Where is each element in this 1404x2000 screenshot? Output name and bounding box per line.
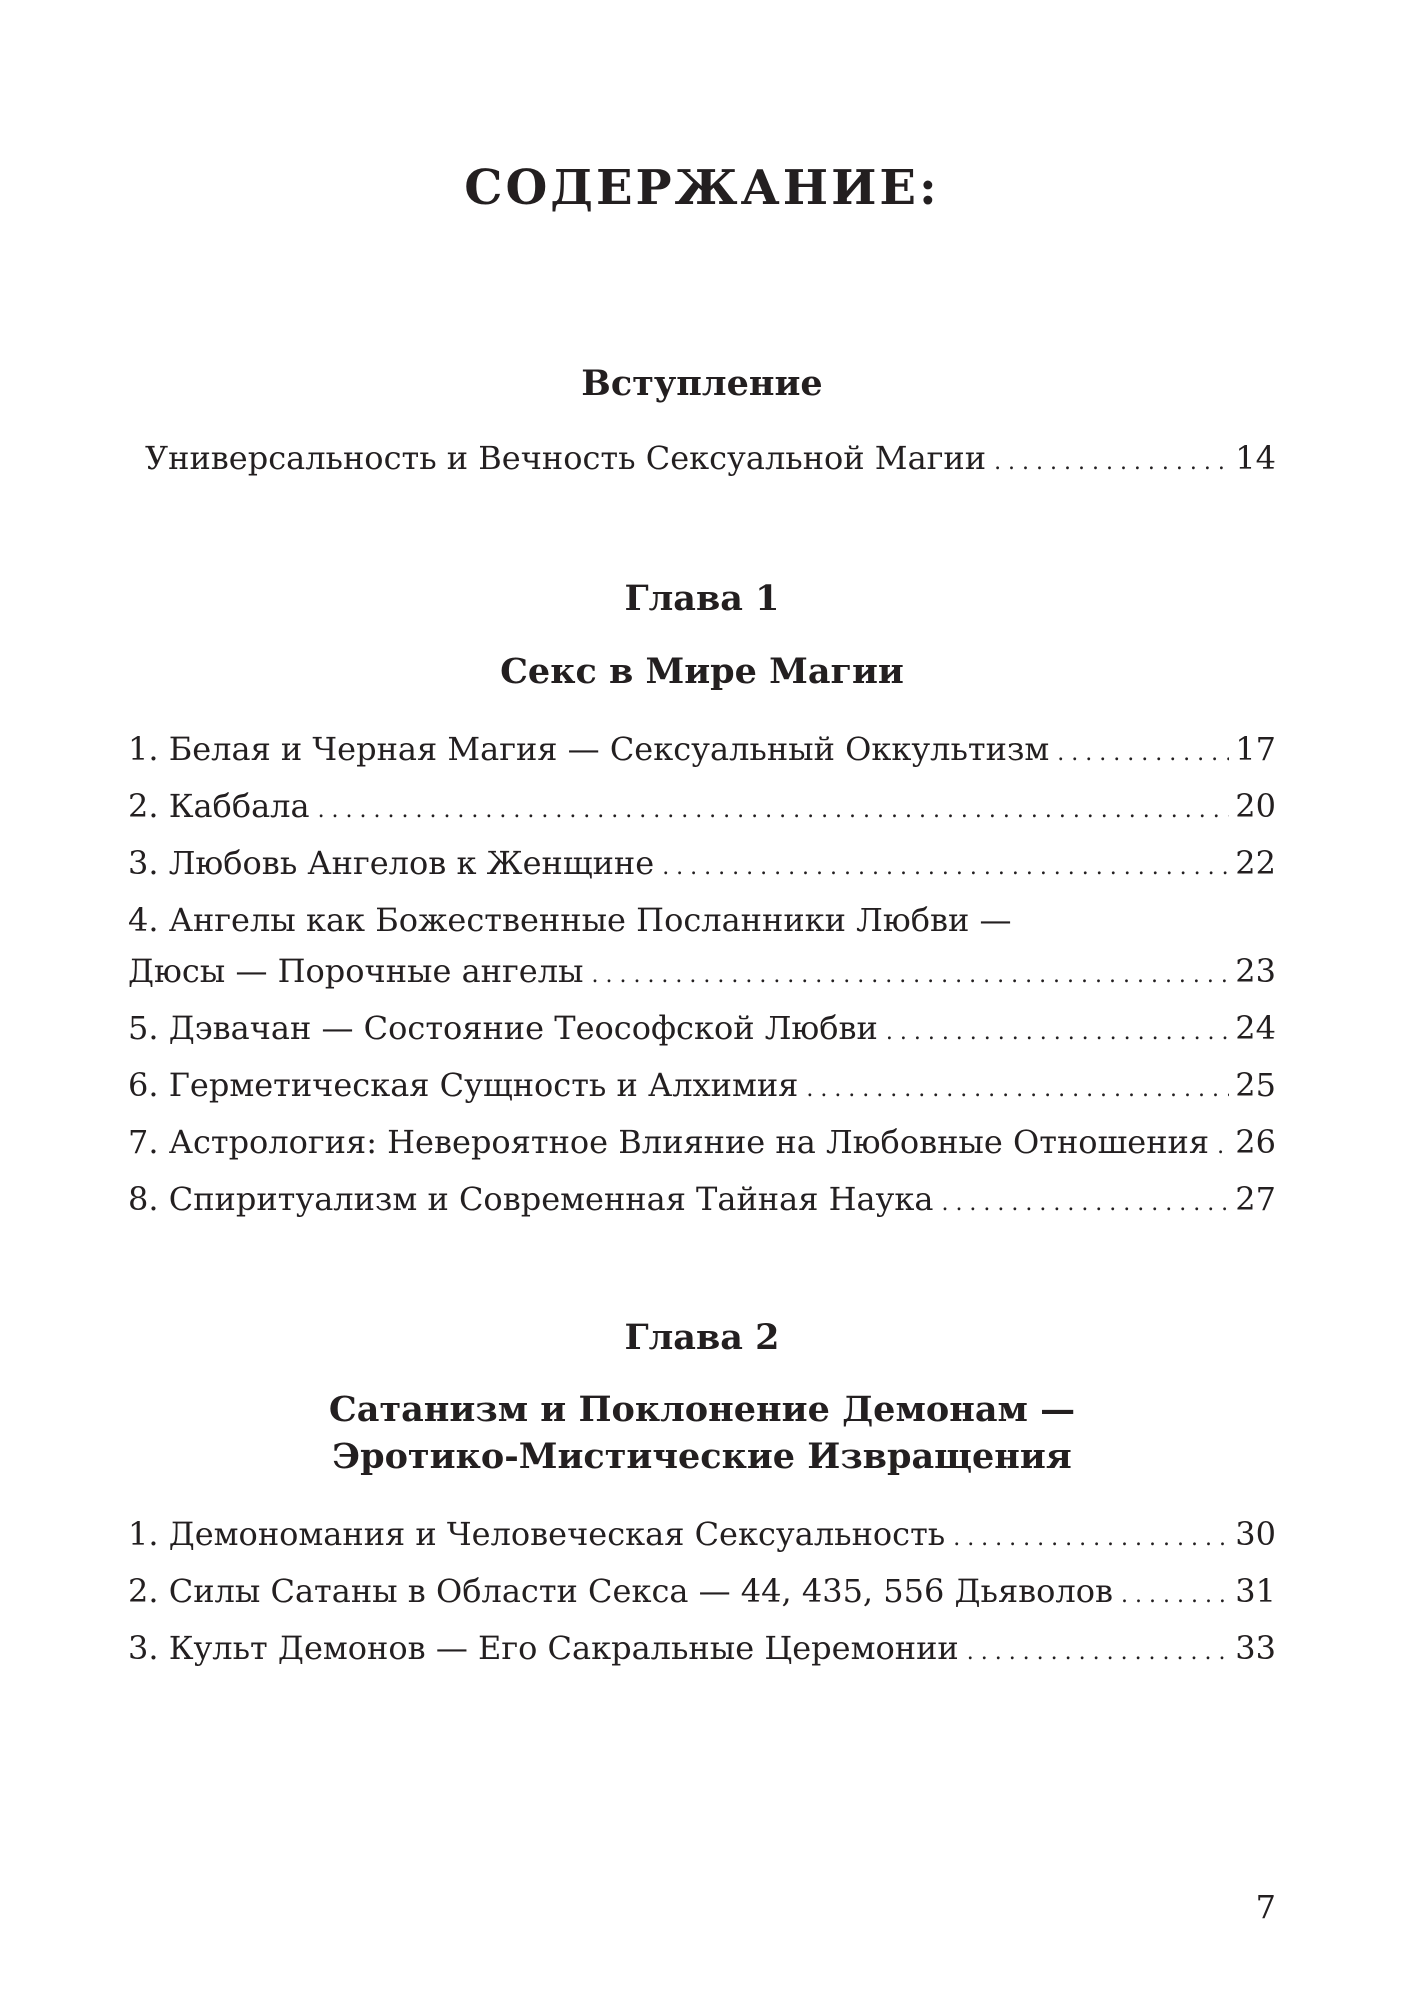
toc-entry[interactable] xyxy=(128,1626,1276,1670)
toc-entry-text: 1. Белая и Черная Магия — Сексуальный Оккультизм xyxy=(128,730,1050,768)
toc-entry[interactable] xyxy=(128,841,1276,885)
intro-heading: Вступление xyxy=(581,363,823,404)
chapter2-title-line2: Эротико-Мистические Извращения xyxy=(332,1436,1072,1477)
toc-entry-page: 14 xyxy=(1235,439,1276,477)
toc-entry-text: 2. Каббала xyxy=(128,787,310,825)
page-number: 7 xyxy=(1255,1888,1276,1926)
chapter1-title: Секс в Мире Магии xyxy=(500,651,904,692)
toc-entry-text: 5. Дэвачан — Состояние Теософской Любви xyxy=(128,1009,878,1047)
leader-dots xyxy=(953,1512,1229,1561)
chapter1-label: Глава 1 xyxy=(624,578,780,619)
toc-entry-text-line1[interactable]: 4. Ангелы как Божественные Посланники Любви — xyxy=(128,901,1012,939)
toc-entry[interactable] xyxy=(128,727,1276,771)
toc-entry[interactable] xyxy=(128,1063,1276,1107)
toc-entry-text: 6. Герметическая Сущность и Алхимия xyxy=(128,1066,799,1104)
leader-dots xyxy=(318,784,1230,833)
toc-entry[interactable] xyxy=(145,436,1276,480)
toc-entry-page: 33 xyxy=(1235,1629,1276,1667)
toc-entry-page: 31 xyxy=(1235,1572,1276,1610)
toc-entry[interactable] xyxy=(128,1006,1276,1050)
toc-entry-text: 2. Силы Сатаны в Области Секса — 44, 435, 556 Дьяволов xyxy=(128,1572,1114,1610)
leader-dots xyxy=(592,949,1230,998)
leader-dots xyxy=(662,841,1229,890)
leader-dots xyxy=(886,1006,1229,1055)
leader-dots xyxy=(1121,1569,1229,1618)
leader-dots xyxy=(994,436,1229,485)
toc-entry-page: 27 xyxy=(1235,1180,1276,1218)
leader-dots xyxy=(1217,1120,1229,1169)
toc-entry-page: 23 xyxy=(1235,952,1276,990)
toc-entry-text: 7. Астрология: Невероятное Влияние на Любовные Отношения xyxy=(128,1123,1210,1161)
leader-dots xyxy=(806,1063,1229,1112)
leader-dots xyxy=(941,1177,1229,1226)
leader-dots xyxy=(967,1626,1230,1675)
toc-entry[interactable] xyxy=(128,1512,1276,1556)
toc-entry[interactable] xyxy=(128,1177,1276,1221)
toc-entry[interactable] xyxy=(128,949,1276,993)
toc-entry-text: Дюсы — Порочные ангелы xyxy=(128,952,584,990)
chapter2-label: Глава 2 xyxy=(624,1317,780,1358)
toc-entry-text: 8. Спиритуализм и Современная Тайная Наука xyxy=(128,1180,934,1218)
toc-entry-page: 22 xyxy=(1235,844,1276,882)
toc-entry-page: 17 xyxy=(1235,730,1276,768)
toc-entry-text: 1. Демономания и Человеческая Сексуальность xyxy=(128,1515,946,1553)
toc-entry-text: Универсальность и Вечность Сексуальной Магии xyxy=(145,439,987,477)
leader-dots xyxy=(1057,727,1229,776)
chapter2-title-line1: Сатанизм и Поклонение Демонам — xyxy=(328,1389,1076,1430)
toc-entry-page: 26 xyxy=(1235,1123,1276,1161)
toc-entry[interactable] xyxy=(128,1120,1276,1164)
toc-entry-text: 3. Любовь Ангелов к Женщине xyxy=(128,844,655,882)
toc-entry-text: 3. Культ Демонов — Его Сакральные Церемонии xyxy=(128,1629,959,1667)
page-title: СОДЕРЖАНИЕ: xyxy=(464,160,940,216)
toc-entry-page: 30 xyxy=(1235,1515,1276,1553)
toc-entry[interactable] xyxy=(128,784,1276,828)
toc-entry[interactable] xyxy=(128,1569,1276,1613)
toc-entry-page: 20 xyxy=(1235,787,1276,825)
toc-entry-page: 24 xyxy=(1235,1009,1276,1047)
toc-entry-page: 25 xyxy=(1235,1066,1276,1104)
